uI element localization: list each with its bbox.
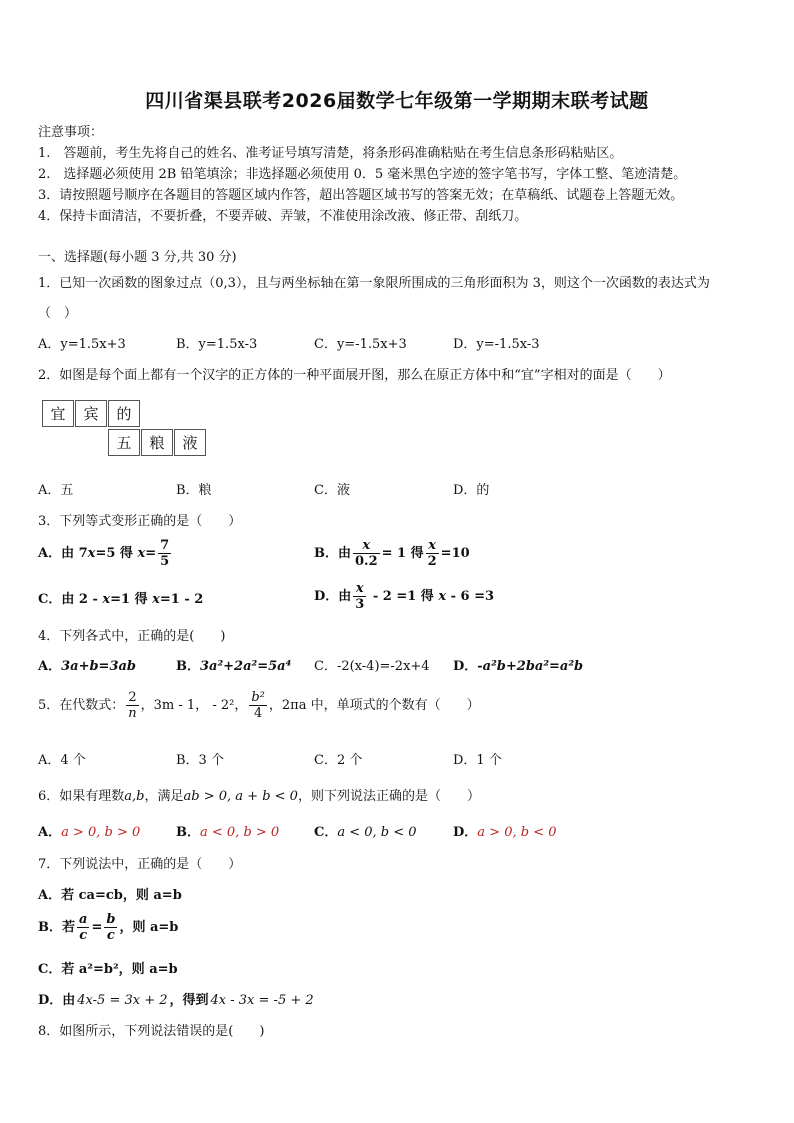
note-item-4: 4．保持卡面清洁，不要折叠，不要弄破、弄皱，不准使用涂改液、修正带、刮纸刀。 (38, 209, 528, 224)
q3-option-b: B．由 $\frac{x}{0.2}$ = 1 得 $\frac{x}{2}$ =10 (314, 538, 470, 569)
q4-option-d: D．-a²b+2ba²=a²b (453, 659, 584, 674)
q3-option-d: D．由 $\frac{x}{3}$ - 2 =1 得 x - 6 =3 (314, 581, 495, 612)
q7-stem: 7．下列说法中，正确的是（ ） (38, 857, 242, 872)
q2-stem: 2．如图是每个面上都有一个汉字的正方体的一种平面展开图，那么在原正方体中和“宜”字相对的面是（ ） (38, 368, 671, 383)
q6-option-a: A．a > 0, b > 0 (38, 825, 141, 840)
q8-stem: 8．如图所示，下列说法错误的是( ) (38, 1024, 265, 1039)
notes-heading: 注意事项： (38, 125, 104, 140)
q7-option-a: A．若 ca=cb，则 a=b (38, 888, 182, 903)
note-item-2: 2. 选择题必须使用 2B 铅笔填涂；非选择题必须使用 0．5 毫米黑色字迹的签字笔书写，字体工整、笔迹清楚。 (38, 167, 687, 182)
q2-option-b: B．粮 (176, 483, 212, 498)
q6-option-c: C．a < 0, b < 0 (314, 825, 417, 840)
q4-option-a: A．3a+b=3ab (38, 659, 136, 674)
net-face: 粮 (141, 429, 173, 456)
section-heading: 一、选择题(每小题 3 分,共 30 分) (38, 250, 237, 265)
q3-option-a: A．由 7x=5 得 x= $\frac{7}{5}$ (38, 538, 170, 569)
q3-option-c: C．由 2 - x=1 得 x=1 - 2 (38, 592, 204, 607)
q1-option-a: A．y=1.5x+3 (38, 337, 126, 352)
net-face: 宜 (42, 400, 74, 427)
q1-option-d: D．y=-1.5x-3 (453, 337, 540, 352)
q5-option-a: A．4 个 (38, 753, 86, 768)
q4-option-c: C．-2(x-4)=-2x+4 (314, 659, 430, 674)
q7-option-d: D．由 4x-5 = 3x + 2 ，得到 4x - 3x = -5 + 2 (38, 993, 314, 1008)
q6-option-d: D．a > 0, b < 0 (453, 825, 557, 840)
q7-option-b: B．若 $\frac{a}{c}$ = $\frac{b}{c}$ ，则 a=b (38, 912, 179, 943)
q1-stem: 1．已知一次函数的图象过点（0,3），且与两坐标轴在第一象限所围成的三角形面积为 3，则这个一次函数的表达式为 (38, 276, 710, 291)
note-item-3: 3．请按照题号顺序在各题目的答题区域内作答，超出答题区域书写的答案无效；在草稿纸、试题卷上答题无效。 (38, 188, 684, 203)
page-title: 四川省渠县联考2026届数学七年级第一学期期末联考试题 (145, 90, 649, 112)
q5-option-b: B．3 个 (176, 753, 224, 768)
q2-option-d: D．的 (453, 483, 490, 498)
q1-option-b: B．y=1.5x-3 (176, 337, 258, 352)
q5-option-c: C．2 个 (314, 753, 363, 768)
q4-stem: 4．下列各式中，正确的是( ) (38, 629, 226, 644)
net-face: 五 (108, 429, 140, 456)
net-face: 的 (108, 400, 140, 427)
q2-option-a: A．五 (38, 483, 74, 498)
q5-option-d: D．1 个 (453, 753, 502, 768)
q6-option-b: B．a < 0, b > 0 (176, 825, 280, 840)
q1-option-c: C．y=-1.5x+3 (314, 337, 407, 352)
q1-paren: （ ） (38, 306, 78, 321)
net-face: 宾 (75, 400, 107, 427)
net-face: 液 (174, 429, 206, 456)
q6-stem: 6．如果有理数a,b，满足ab > 0, a + b < 0，则下列说法正确的是（ ） (38, 789, 480, 804)
note-item-1: 1. 答题前，考生先将自己的姓名、准考证号填写清楚，将条形码准确粘贴在考生信息条形码粘贴区。 (38, 146, 623, 161)
q2-option-c: C．液 (314, 483, 350, 498)
q7-option-c: C．若 a²=b²，则 a=b (38, 962, 178, 977)
q5-stem: 5．在代数式： $\frac{2}{n}$ ，3m - 1， - 2²， $\frac{\text{b²}}{4}$ ，2πa 中，单项式的个数有（ ） (38, 690, 480, 721)
q3-stem: 3．下列等式变形正确的是（ ） (38, 514, 242, 529)
q4-option-b: B．3a²+2a²=5a⁴ (176, 659, 292, 674)
